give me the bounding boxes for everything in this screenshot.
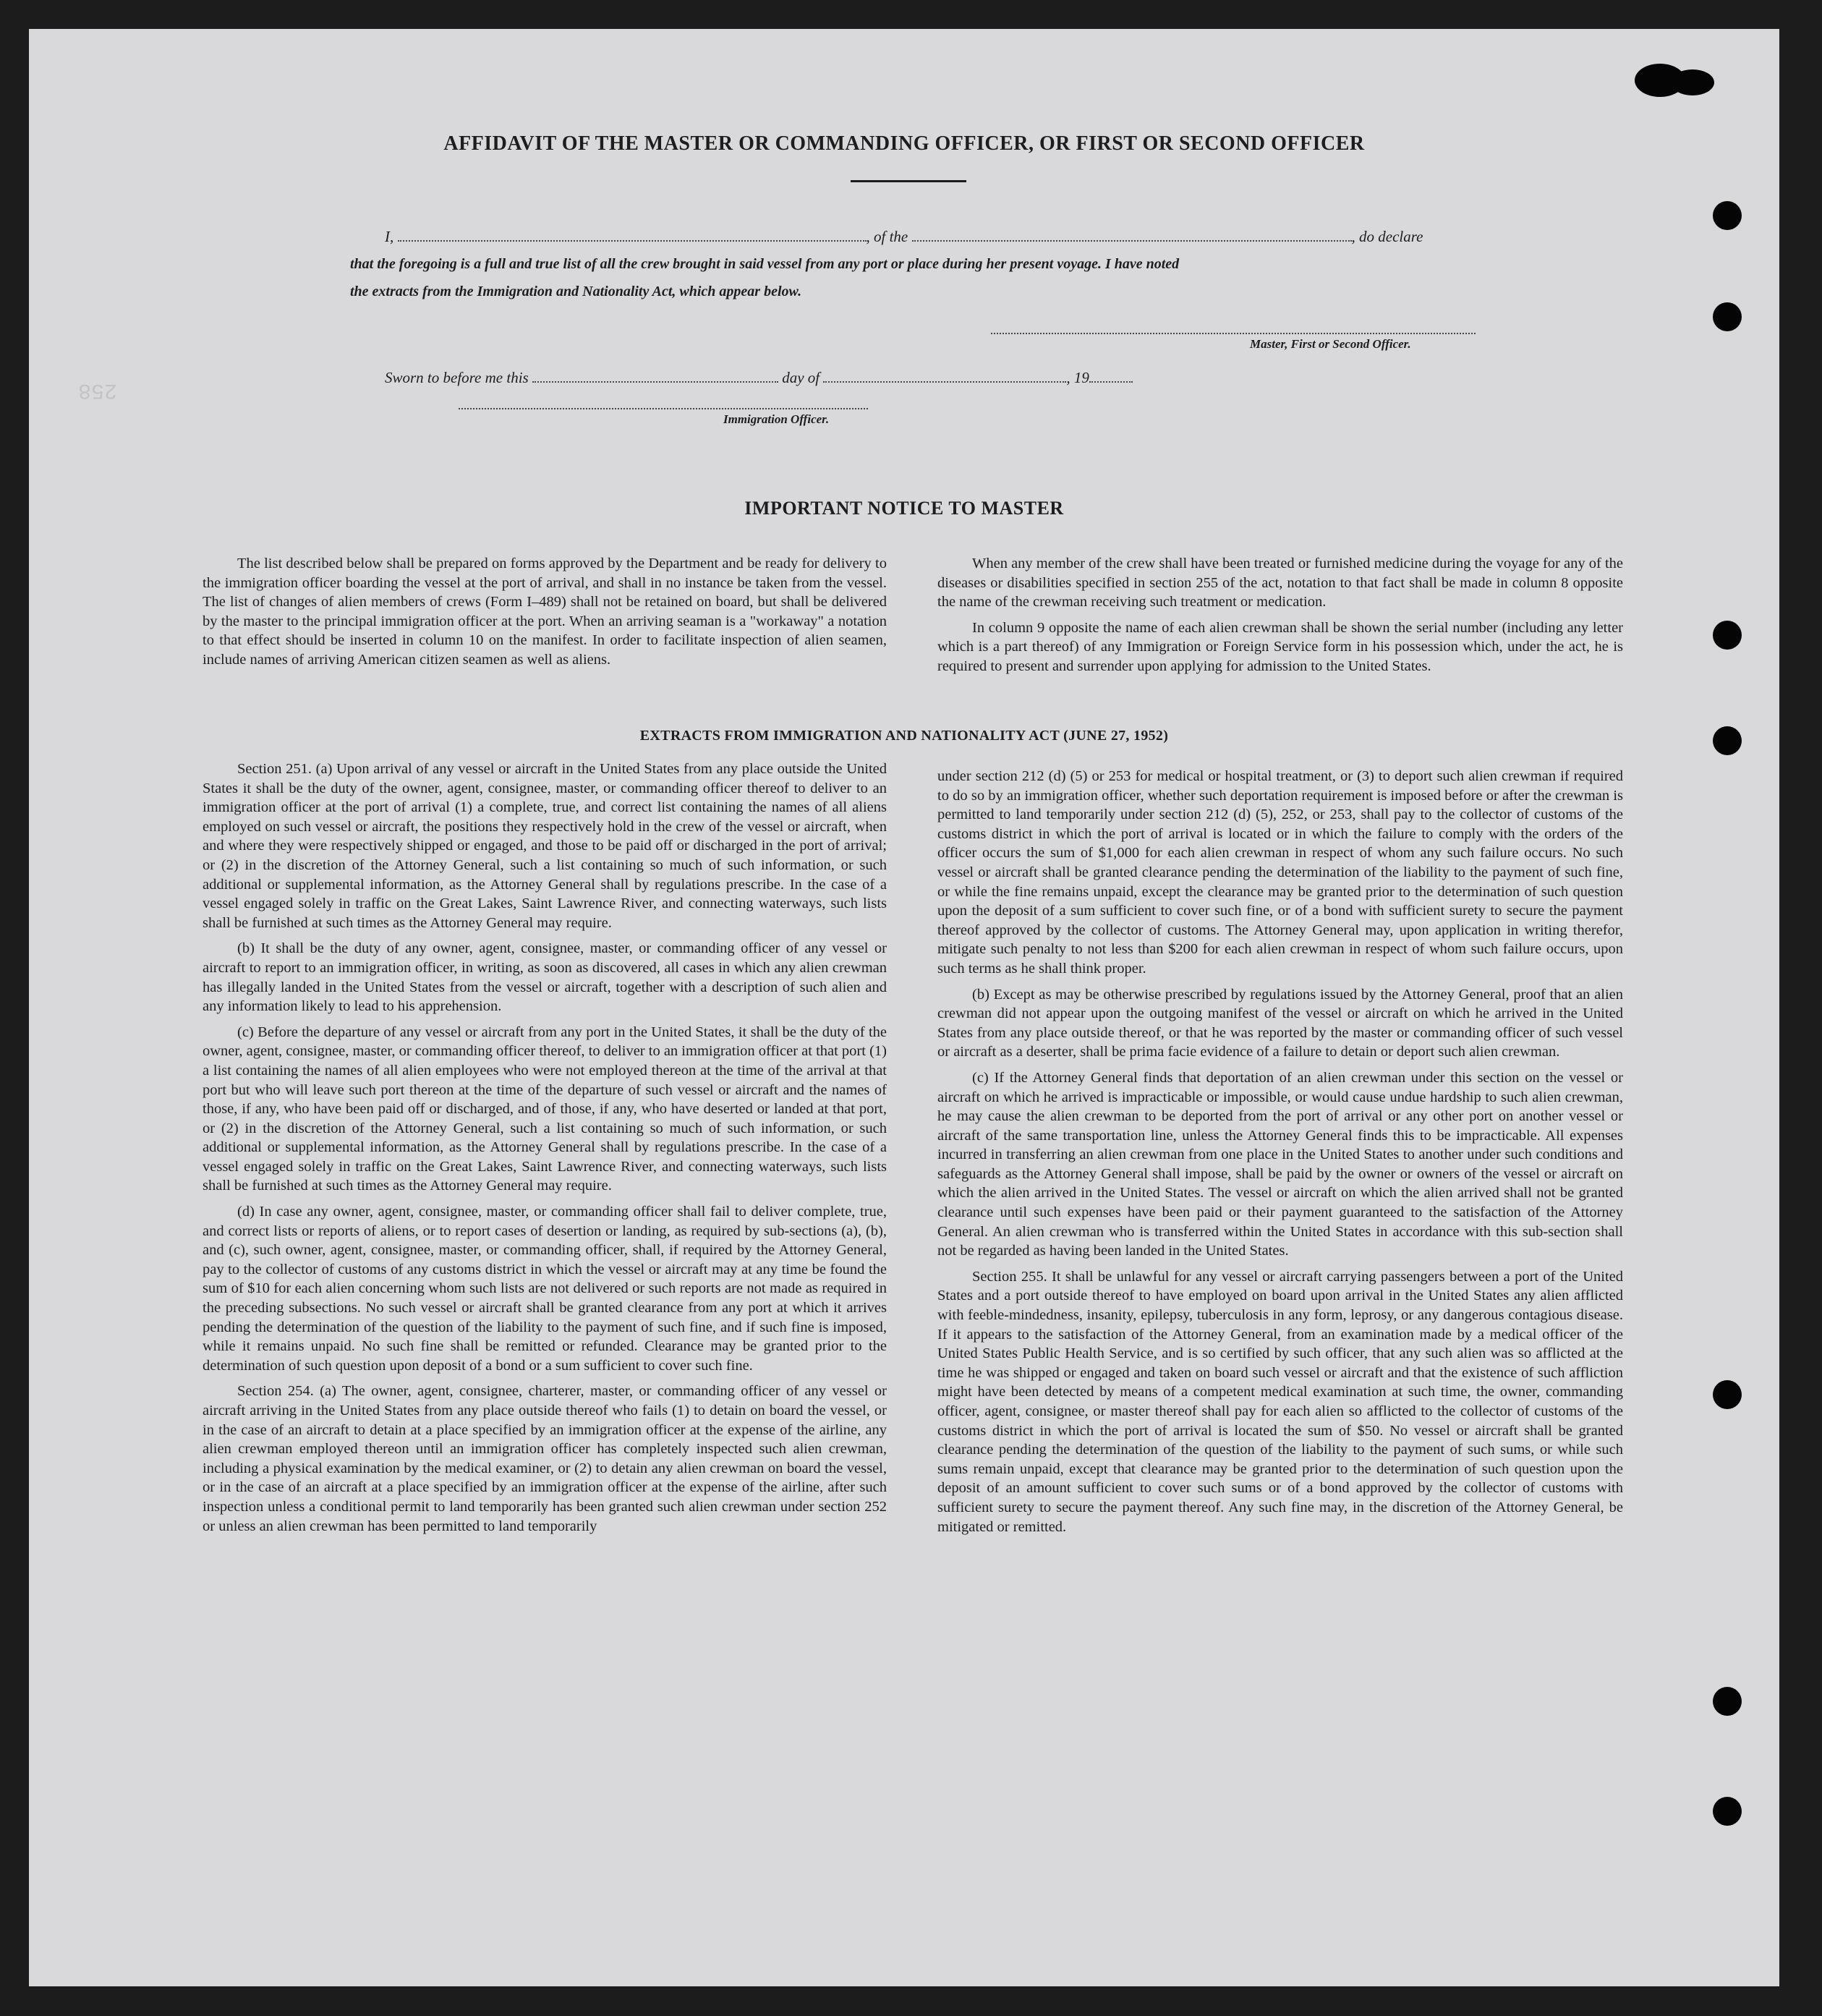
vessel-name-field[interactable] (912, 240, 1352, 242)
act-section-paragraph: (c) Before the departure of any vessel or aircraft from any port in the United States, it shall be the duty of the owner, agent, consignee, master, or commanding officer thereof, to deliver to an immigration officer at that port (1) a list containing the names of all alien employees who were not employed thereon at the time of the arrival at that port but who will leave such port thereon at the time of the departure of such vessel or aircraft and the names of those, if any, who have been paid off or discharged, and of those, if any, who have deserted or landed at that port, or (2) in the discretion of the Attorney General, such a list containing so much of such information, or such additional or supplemental information, as the Attorney General shall by regulations prescribe. In the case of a vessel engaged solely in traffic on the Great Lakes, Saint Lawrence River, and connecting waterways, such lists shall be furnished at such times as the Attorney General may require. (203, 1024, 887, 1194)
notice-paragraph: When any member of the crew shall have been treated or furnished medicine during the voyage for any of the diseases or disabilities specified in section 255 of the act, notation to that fact shall be made in column 8 opposite the name of the crewman receiving such treatment or medication. (937, 556, 1623, 611)
extracts-right-column (937, 767, 1623, 1543)
punch-hole (1713, 1687, 1742, 1716)
sworn-line (385, 369, 1133, 387)
declarant-prefix: I, (385, 228, 394, 245)
declarant-name-field[interactable] (398, 240, 867, 242)
act-section-paragraph: (d) In case any owner, agent, consignee, master, or commanding officer shall fail to deliver complete, true, and correct lists or reports of aliens, or to report cases of desertion or landing, as required by sub-sections (a), (b), and (c), such owner, agent, consignee, master, or commanding officer, shall, if required by the Attorney General, pay to the collector of customs of any customs district in which the vessel or aircraft may at any time be found the sum of $10 for each alien concerning whom such lists are not delivered or such reports are not made as required in the preceding subsections. No such vessel or aircraft shall be granted clearance from any port at which it arrives pending the determination of the question of the liability to the payment of such fine, and if such fine is imposed, while it remains unpaid. No such fine shall be remitted or refunded. Clearance may be granted prior to the determination of such question upon deposit of a bond or a sum sufficient to cover such fine. (203, 1204, 887, 1374)
sworn-year-field[interactable] (1089, 381, 1133, 383)
punch-hole (1713, 1797, 1742, 1826)
declaration-text-1: that the foregoing is a full and true list of all the crew brought in said vessel from any port or place during her present voyage. I have noted (350, 256, 1180, 272)
officer-signature-label: Immigration Officer. (723, 412, 830, 426)
act-section-paragraph: (b) Except as may be otherwise prescribed by regulations issued by the Attorney General, proof that an alien crewman did not appear upon the outgoing manifest of the vessel or aircraft on which he arrived in the United States from any place outside thereof, or that he was reported by the master or commanding officer of such vessel or aircraft as a deserter, shall be prima facie evidence of a failure to detain or deport such alien crewman. (937, 986, 1623, 1060)
punch-hole (1713, 302, 1742, 331)
act-section-paragraph: Section 254. (a) The owner, agent, consignee, charterer, master, or commanding officer of any vessel or aircraft arriving in the United States from any place outside thereof who fails (1) to detain on board the vessel, or in the case of an aircraft to detain at a place specified by an immigration officer at the expense of the airline, any alien crewman employed thereon until an immigration officer has completely inspected such alien crewman, including a physical examination by the medical examiner, or (2) to detain any alien crewman on board the vessel, or in the case of an aircraft at a place specified by an immigration officer at the expense of the airline, after such inspection unless a conditional permit to land temporarily has been granted such alien crewman under section 252 or unless an alien crewman has been permitted to land temporarily (203, 1383, 887, 1534)
master-signature-label: Master, First or Second Officer. (1250, 337, 1411, 351)
punch-hole (1713, 201, 1742, 230)
act-section-paragraph: (b) It shall be the duty of any owner, agent, consignee, master, or commanding officer of any vessel or aircraft to report to an immigration officer, in writing, as soon as discovered, all cases in which any alien crewman has illegally landed in the United States from the vessel or aircraft, together with a description of such alien and any information likely to lead to his apprehension. (203, 940, 887, 1015)
officer-signature-line[interactable] (459, 408, 868, 409)
extracts-title: EXTRACTS FROM IMMIGRATION AND NATIONALITY ACT (JUNE 27, 1952) (639, 728, 1169, 744)
notice-paragraph: The list described below shall be prepared on forms approved by the Department and be ready for delivery to the immigration officer boarding the vessel at the port of arrival, and shall in no instance be taken from the vessel. The list of changes of alien members of crews (Form I–489) shall not be retained on board, but shall be delivered by the master to the principal immigration officer at the port. When an arriving seaman is a "workaway" a notation to that effect should be inserted in column 10 on the manifest. In order to facilitate inspection of alien seamen, include names of arriving American citizen seamen as well as aliens. (203, 556, 887, 668)
notice-left-column (203, 554, 887, 676)
affidavit-title: AFFIDAVIT OF THE MASTER OR COMMANDING OFFICER, OR FIRST OR SECOND OFFICER (443, 132, 1365, 155)
punch-hole (1713, 621, 1742, 650)
do-declare-label: , do declare (1351, 228, 1423, 245)
year-label: , 19 (1066, 369, 1089, 386)
sworn-date-field[interactable] (532, 381, 778, 383)
notice-right-column (937, 554, 1623, 683)
notice-title: IMPORTANT NOTICE TO MASTER (744, 498, 1064, 519)
act-section-paragraph: Section 255. It shall be unlawful for any vessel or aircraft carrying passengers between a port of the United States and a port outside thereof to have employed on board upon arrival in the United States any alien afflicted with feeble-mindedness, insanity, epilepsy, tuberculosis in any form, leprosy, or any dangerous contagious disease. If it appears to the satisfaction of the Attorney General, from an examination made by a medical officer of the United States Public Health Service, and is so certified by such officer, that any such alien was so afflicted at the time he was shipped or engaged and taken on board such vessel or aircraft and that the existence of such affliction might have been detected by means of a competent medical examination at such time, the owner, commanding officer, agent, consignee, or master thereof shall pay for each alien so afflicted to the collector of customs of the customs district in which the port of arrival is located the sum of $50. No vessel or aircraft shall be granted clearance pending the determination of the question of the liability to the payment of such sums, or while such sums remain unpaid, except that clearance may be granted prior to the determination of such question upon the deposit of an amount sufficient to cover such sums or of a bond approved by the collector of customs with sufficient surety to secure the payment thereof. Any such fine may, in the discretion of the Attorney General, be mitigated or remitted. (937, 1268, 1623, 1535)
punch-hole (1713, 1380, 1742, 1409)
sworn-prefix: Sworn to before me this (385, 369, 529, 386)
ink-blot (1671, 69, 1714, 95)
declaration-line (385, 228, 1423, 246)
act-section-paragraph: under section 212 (d) (5) or 253 for medical or hospital treatment, or (3) to deport such alien crewman if required to do so by an immigration officer, whether such deportation requirement is imposed before or after the crewman is permitted to land temporarily under section 212 (d) (5), 252, or 253, shall pay to the collector of customs of the customs district in which the port of arrival is located or in which the failure to comply with the orders of the officer occurs the sum of $1,000 for each alien crewman in respect of whom any such failure occurs. No such vessel or aircraft shall be granted clearance pending the determination of the liability to the payment of such fine, or while the fine remains unpaid, except the clearance may be granted prior to the determination of such question upon the deposit of a sum sufficient to cover such fine, or of a bond with sufficient surety to secure the payment thereof approved by the collector of customs. The Attorney General may, upon application in writing therefor, mitigate such penalty to not less than $200 for each alien crewman in respect of whom such failure occurs, upon such terms as he shall think proper. (937, 768, 1623, 977)
act-section-paragraph: Section 251. (a) Upon arrival of any vessel or aircraft in the United States from any place outside the United States it shall be the duty of the owner, agent, consignee, master, or commanding officer thereof to deliver to an immigration officer at the port of arrival (1) a complete, true, and correct list containing the names of all aliens employed on such vessel or aircraft, the positions they respectively hold in the crew of the vessel or aircraft, when and where they were respectively shipped or engaged, and those to be paid off or discharged in the port of arrival; or (2) in the discretion of the Attorney General, such a list containing so much of such information, or such additional or supplemental information, as the Attorney General shall by regulations prescribe. In the case of a vessel engaged solely in traffic on the Great Lakes, Saint Lawrence River, and connecting waterways, such lists shall be furnished at such times as the Attorney General may require. (203, 761, 887, 931)
declaration-text-2: the extracts from the Immigration and Nationality Act, which appear below. (350, 284, 802, 299)
extracts-left-column (203, 760, 887, 1542)
margin-number: 258 (78, 378, 118, 402)
day-of-label: day of (782, 369, 820, 386)
title-rule (851, 180, 966, 182)
document-page (29, 29, 1779, 1986)
act-section-paragraph: (c) If the Attorney General finds that deportation of an alien crewman under this section on the vessel or aircraft on which he arrived is impracticable or impossible, or would cause undue hardship to such alien crewman, he may cause the alien crewman to be deported from the port of arrival or any other port on another vessel or aircraft of the same transportation line, unless the Attorney General finds this to be impracticable. All expenses incurred in transferring an alien crewman from one place in the United States to another under such conditions and safeguards as the Attorney General shall impose, shall be paid by the owner or owners of the vessel or aircraft on which the alien arrived in the United States. The vessel or aircraft on which the alien arrived shall not be granted clearance until such expenses have been paid or their payment guaranteed to the satisfaction of the Attorney General. An alien crewman who is transferred within the United States in accordance with this sub-section shall not be regarded as having been landed in the United States. (937, 1069, 1623, 1259)
notice-paragraph: In column 9 opposite the name of each alien crewman shall be shown the serial number (including any letter which is a part thereof) of any Immigration or Foreign Service form in his possession which, under the act, he is required to present and surrender upon applying for admission to the United States. (937, 619, 1623, 674)
sworn-month-field[interactable] (823, 381, 1066, 383)
of-the-label: , of the (866, 228, 908, 245)
master-signature-line[interactable] (991, 333, 1476, 334)
